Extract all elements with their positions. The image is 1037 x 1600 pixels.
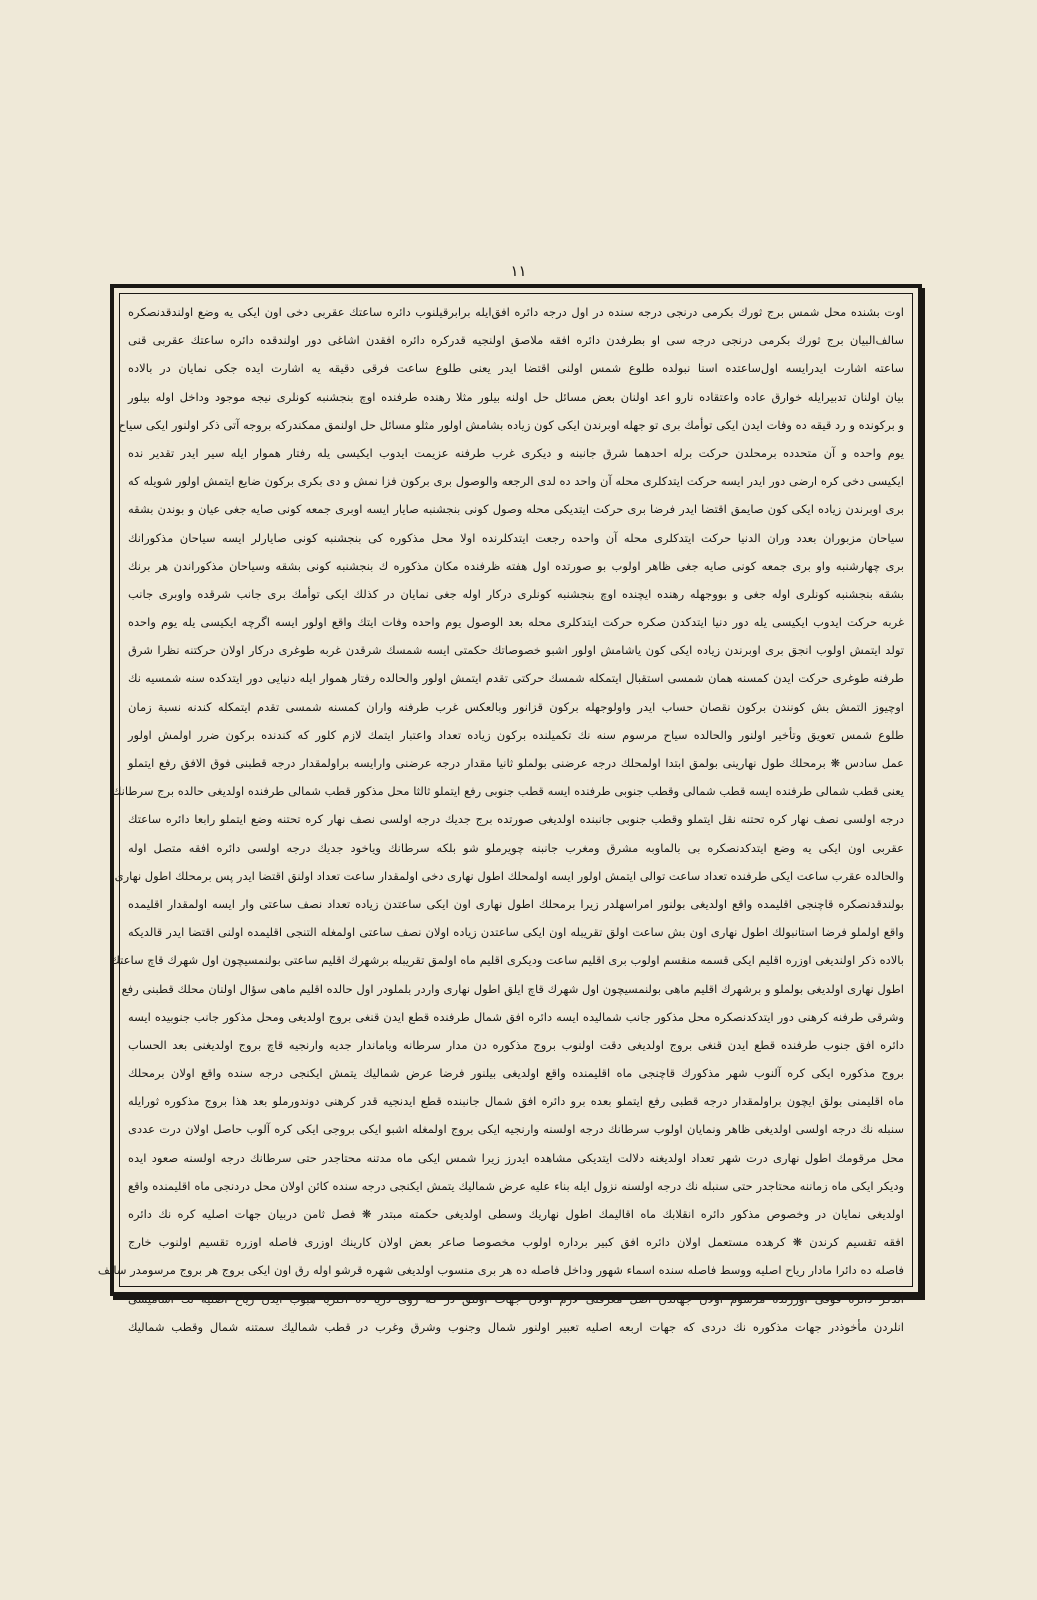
text-line: اوچيوز التمش بش كونندن بركون نقصان حساب ايدر واولوجهله بركون قزانور وبالعكس غرب طرفنه واران كمسنه شمسى تقدم ايتمكله كندنه نسبة زمان (128, 699, 904, 714)
text-line: سالف‌البيان برج ثورك بكرمى درنجى درجه سى او بطرفدن دائره افقه ملاصق اولنجيه قدركره دائره افقدن اشاغى دور اولندقده دائره ساعتك عقربى قنى (128, 333, 904, 348)
text-line: ساعته اشارت ايدرايسه اول‌ساعتده اسنا نبولده طلوع شمس اولنى اقتضا ايدر يعنى طلوع ساعت فرقى دقيقه يه اشارت ايده جكى نمايان در بالاده (128, 361, 904, 376)
text-line: سنبله نك درجه اولسى اولديغى ظاهر ونمايان اولوب سرطانك درجه اولسنه وارنجيه ايكى بروج اولمغله اشبو ايكى بروجى ايكى كره آلوب حاصل اولان درت عددى (128, 1122, 904, 1137)
text-line: واقع اولملو فرضا استانبولك اطول نهارى اون بش ساعت اولق تقريبله اون ايكى ساعتدن زياده اولان نصف ساعتى اولمغله التنجى اقليمده اولنى اقتضا ايدر قالديكه (128, 925, 904, 940)
text-line: اوت بشنده محل شمس برج ثورك بكرمى درنجى درجه سنده در اول درجه دائره افق‌ايله برابرقيلنوب دائره ساعتك عقربى دخى اون ايكى يه وضع اولندقدنصكره (128, 305, 904, 319)
text-line: سياحان مزبوران بعدد وران الدنيا حركت ايتدكلرى محله آن واحده رجعت ايتدكلرنده اولا محل مذكوره كى بنجشنبه كونى صايارلر ايسه سياحان مذكورانك (128, 530, 904, 545)
text-line: فاصله ده دائرا مادار رياح اصليه ووسط فاصله سنده اسماء شهور وداخل فاصله ده هر برى منسوب اولديغى شهره قرشو اوله رق اون ايكى بروج هر بروج مرسومدر سالف (97, 1263, 904, 1278)
text-line: طلوع شمس تعويق وتأخير اولنور والحالده سياح مرسوم سنه نك تكميلنده بركون زياده تعداد واعتبار ايتمك لازم كلور كه كندنده بركون ضرر اولمش اولور (128, 727, 904, 742)
text-line: اولديغى نمايان در وخصوص مذكور دائره انقلابك ماه اقاليمك اطول نهاريك وسطى اولديغى حكمته مبتدر ❋ فصل ثامن دربيان جهات اصليه كره نك دائره (128, 1207, 904, 1221)
text-line: بولندقدنصكره قاچنجى اقليمده واقع اولديغى بولنور امراسهلدر زيرا برمحلك اطول نهارى اون ايكى ساعتدن زياده تعداد نصف ساعتى وار ايسه اولمقدار اقليمده (128, 896, 904, 911)
text-line: ايكيسى دخى كره ارضى دور ايدر ايسه حركت ايتدكلرى محله آن واحد ده لدى الرجعه والوصول برى بركون فزا نمش و دى بكرى بركون ضايع ايتمش اولور شويله كه (128, 474, 904, 489)
text-line: والحالده عقرب ساعت ايكى طرفنده تعداد ساعت توالى ايتمش اولور ايسه اولمحلك اطول نهارى دخى اولمقدار ساعت تعداد اولنق اقتضا ايدر پس برمحلك اطول نهارى (114, 868, 904, 883)
text-line: بشقه بنجشنبه كونلرى اوله جغى و بووجهله رهنده ايچنده اوچ بنجشنبه كونلرى دركار اوله جغى نمايان در كذلك ايكى توأمك برى جانب شرقده واوبرى جانب (128, 586, 904, 601)
text-body (97, 298, 904, 1334)
text-frame-inner (97, 293, 913, 1334)
text-line: تولد ايتمش اولوب انجق برى اوبرندن زياده ايكى كون ياشامش اولور اشبو خصوصاتك حكمتى ايسه شمسك شرقدن غربه طوغرى دركار اولان حركتنه نظرا شرق (128, 643, 904, 658)
text-frame (97, 284, 922, 1334)
text-line: عمل سادس ❋ برمحلك طول نهارينى بولمق ابتدا اولمحلك درجه عرضنى بولملو ثانيا مقدار درجه عرضنى وارايسه براولمقدار درجه قطبنى فوق الافق رفع ايتملو (128, 756, 904, 770)
text-line: افقه تقسيم كرندن ❋ كرهده مستعمل اولان دائره افق كبير برداره اولوب مخصوصا صاعر بعض اولان كارينك اوزرى فاصله اوزره تقسيم اولنوب خارج (128, 1235, 904, 1250)
text-line: وشرقى طرفنه كرهنى دور ايتدكدنصكره محل مذكور جانب شماليده ايسه دائره افق شمال طرفنده قطع ايدن قنغى بروج اولديغى ومحل مذكور جانب جنوبيده ايسه (128, 1009, 904, 1024)
text-line: محل مرقومك اطول نهارى درت شهر تعداد اولديغنه دلالت ايتديكى مشاهده ايدرز زيرا شمس ايكى ماه مدتنه محتاجدر حتى سرطانك درجه اولسنه صعود ايده (128, 1150, 904, 1165)
text-line: برى چهارشنبه واو برى جمعه كونى صايه جغى ظاهر اولوب بو صورتده اول هفته ظرفنده مكان مذكوره ك بنجشنبه كونى بشقه وسياحان مذكوراندن هر برنك (128, 558, 904, 573)
page-number: ١١ (510, 262, 527, 280)
text-line: يوم واحده و آن متحدده برمحلدن حركت برله احدهما شرق جانبنه و ديكرى غرب طرفنه عزيمت ايدوب ايكيسى يله رفتار هموار ايله سير ايدر تقدير نده (128, 445, 904, 460)
text-line: طرفنه طوغرى حركت ايدن كمسنه همان شمسى استقبال ايتمكله شمسك حركتى تقدم ايتمش اولور والحالده رفتار هموار ايله دنيايى دور ايتدكده سنه شمسيه نك (128, 671, 904, 686)
text-line: برى اوبرندن زياده ايكى كون صايمق اقتضا ايدر فرضا برى حركت ايتديكى محله وصول كونى بنجشنبه صايار ايسه اوبرى جمعه كونى صايه جغى عيان و بوندن بشقه (128, 502, 904, 517)
text-line: بالاده ذكر اولنديغى اوزره اقليم ايكى قسمه منقسم اولوب برى اقليم ساعت وديكرى اقليم ماه اولمق تقريبله برشهرك اقليم ساعتى بولنمسيچون اول شهرك قاچ ساعتك (110, 953, 904, 968)
text-line: بيان اولنان تدبيرايله خوارق عاده واعتقاده نارو اعد اولنان بعض مسائل حل اولنه بيلور مثلا رهنده طرفنده اوچ بنجشنبه كونلرى نيجه موجود وداخل اوله بيلور (128, 389, 904, 404)
text-line: دائره افق جنوب طرفنده قطع ايدن قنغى بروج اولديغى دقت اولنوب بروج مذكوره دن مدار سرطانه وياماندار جديه وارنجيه قاچ بروج اولديغنى بعد الحساب (128, 1037, 904, 1052)
text-line: الذكر دائره فوقى اوزرنده مرسوم اولان جهاتدن اصل معرفتى لازم اولان جهات اوتلق در كه روى دريا ده اكثريا هبوب ايدن رياح اصليه نك اساميسى (128, 1291, 904, 1306)
text-line: ماه اقليمنى بولق ايچون براولمقدار درجه قطبى رفع ايتملو بعده برو دائره افق شمال جانبنده قطع ايدنجيه قدر كرهنى دوندورملو بعد هذا بروج مذكوره ثورايله (128, 1094, 904, 1109)
text-line: غربه حركت ايدوب ايكيسى يله دور دنيا ايتدكدن صكره حركت ايتدكلرى محله بعد الوصول يوم واحده وفات ايتك واقع اولور ايسه اگرچه ايكيسى يله يوم واحده (128, 615, 904, 630)
text-line: وديكر ايكى ماه زماننه محتاجدر حتى سنبله نك درجه اولسنه نزول ايله بناء عليه عرض شماليك يتمش ايكنجى درجه سنده كائن اولان محل دردنجى ماه اقليمنده واقع (128, 1178, 904, 1193)
text-line: بروج مذكوره ايكى كره آلنوب شهر مذكورك قاچنجى ماه اقليمنده واقع اولديغى بيلنور فرضا عرض شماليك يتمش ايكنجى درجه سنده واقع اولان برمحلك (128, 1066, 904, 1081)
text-line: و بركونده و رد قيقه ده وفات ايدن ايكى توأمك برى تو جهله اوبرندن ايكى كون زياده بشامش اولور مثلو مسائل حل اولنمق ممكندركه بروجه آتى ذكر اولنور ايكى سياح (118, 417, 904, 432)
text-line: انلردن مأخوذدر جهات مذكوره نك دردى كه جهات اربعه اصليه تعبير اولنور شمال وجنوب وشرق وغرب در قطب شماليك سمتنه شمال وقطب شماليك (128, 1319, 904, 1334)
text-line: اطول نهارى اولديغى بولملو و برشهرك اقليم ماهى بولنمسيچون اول شهرك قاچ ايلق اطول نهارى واردر بلملودر اول حالده اقليم ماهى سؤال اولنان محلك قطبنى رفع (121, 981, 904, 996)
text-line: يعنى قطب شمالى طرفنده ايسه قطب شمالى وقطب جنوبى طرفنده ايسه قطب جنوبى رفع ايتملو ثالثا محل مذكور قطب شمالى طرفنده اولديغى حالده برج سرطانك (111, 784, 904, 799)
text-line: درجه اولسى نصف نهار كره تحتنه نقل ايتملو وقطب جنوبى جانبنده اولديغى صورتده برج جديك درجه اولسى نصف نهار كره تحتنه وضع ايتملو رابعا دائره ساعتك (128, 812, 904, 827)
text-line: عقربى اون ايكى يه وضع ايتدكدنصكره بى بالماوبه مشرق ومغرب جانبنه چويرملو شو بلكه سرطانك وياخود جديك درجه اولسى دائره افقه متصل اوله (128, 840, 904, 855)
